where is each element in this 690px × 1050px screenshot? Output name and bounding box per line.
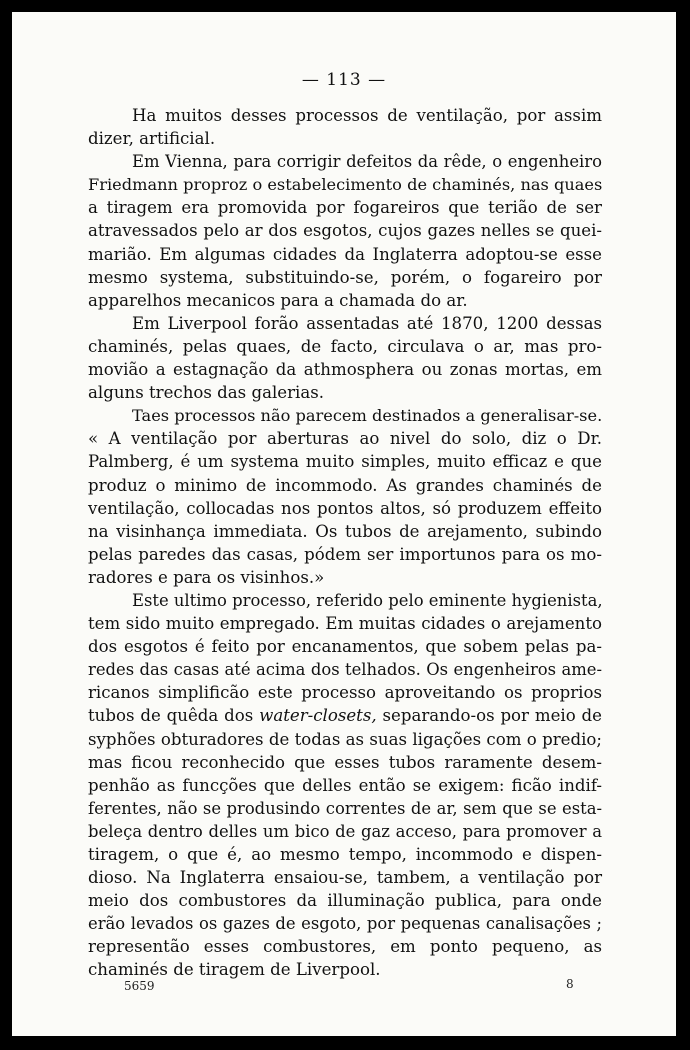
text-line: ferentes, não se produsindo correntes de ar, sem que se esta-: [88, 798, 602, 818]
printer-signature: 5659: [124, 979, 155, 993]
text-line: a tiragem era promovida por fogareiros que terião de ser: [88, 198, 602, 218]
text-line: produz o minimo de incommodo. As grandes chaminés de: [88, 475, 602, 495]
text-line: marião. Em algumas cidades da Inglaterra adoptou-se esse: [88, 244, 602, 264]
text-line: penhão as funcções que delles então se exigem: ficão indif-: [88, 775, 602, 795]
text-line: redes das casas até acima dos telhados. Os engenheiros ame-: [88, 660, 602, 680]
text-line-part: tubos de quêda dos: [88, 706, 260, 726]
text-line: dioso. Na Inglaterra ensaiou-se, tambem, a ventilação por: [88, 868, 602, 888]
text-line: Em Vienna, para corrigir defeitos da rêde, o engenheiro: [132, 152, 602, 172]
text-line: « A ventilação por aberturas ao nivel do solo, diz o Dr.: [88, 429, 602, 449]
text-line: syphões obturadores de todas as suas ligações com o predio;: [88, 729, 602, 749]
text-line: radores e para os visinhos.»: [88, 567, 325, 587]
text-line: na visinhança immediata. Os tubos de arejamento, subindo: [88, 521, 602, 541]
text-line: atravessados pelo ar dos esgotos, cujos gazes nelles se quei-: [88, 221, 602, 241]
sheet-number: 8: [566, 977, 574, 991]
italic-term: water-closets,: [259, 706, 377, 726]
text-line: pelas paredes das casas, pódem ser importunos para os mo-: [88, 544, 602, 564]
text-line: dos esgotos é feito por encanamentos, que sobem pelas pa-: [88, 637, 602, 657]
text-line: movião a estagnação da athmosphera ou zonas mortas, em: [88, 360, 602, 380]
text-line: mesmo systema, substituindo-se, porém, o fogareiro por: [88, 267, 602, 287]
text-line: alguns trechos das galerias.: [88, 383, 325, 403]
text-line: mas ficou reconhecido que esses tubos raramente desem-: [88, 752, 602, 772]
text-line: tem sido muito empregado. Em muitas cidades o arejamento: [88, 614, 602, 634]
text-line: chaminés de tiragem de Liverpool.: [88, 960, 381, 980]
text-line: representão esses combustores, em ponto pequeno, as: [88, 937, 602, 957]
text-line: dizer, artificial.: [88, 129, 216, 149]
text-line: Em Liverpool forão assentadas até 1870, 1200 dessas: [132, 313, 602, 333]
text-line-part: separando-os por meio de: [376, 706, 602, 726]
page-number-header: — 113 —: [301, 70, 387, 90]
text-line: chaminés, pelas quaes, de facto, circulava o ar, mas pro-: [88, 336, 602, 356]
text-line: Este ultimo processo, referido pelo eminente hygienista,: [132, 590, 603, 610]
text-line: beleça dentro delles um bico de gaz acceso, para promover a: [88, 821, 602, 841]
body-text: [88, 104, 602, 982]
text-line: Ha muitos desses processos de ventilação, por assim: [132, 106, 602, 125]
book-page: [12, 12, 676, 1036]
text-line: tiragem, o que é, ao mesmo tempo, incommodo e dispen-: [88, 845, 602, 864]
text-line: erão levados os gazes de esgoto, por pequenas canalisações ;: [88, 914, 602, 934]
text-line: Friedmann proproz o estabelecimento de chaminés, nas quaes: [88, 175, 603, 195]
text-line: apparelhos mecanicos para a chamada do ar.: [88, 290, 468, 310]
text-line: Taes processos não parecem destinados a generalisar-se.: [132, 406, 603, 426]
text-line: ventilação, collocadas nos pontos altos, só produzem effeito: [88, 498, 602, 518]
text-line: Palmberg, é um systema muito simples, muito efficaz e que: [88, 452, 602, 472]
text-line: [88, 704, 602, 727]
text-line: ricanos simplificão este processo aproveitando os proprios: [88, 683, 602, 703]
text-line: meio dos combustores da illuminação publica, para onde: [88, 891, 602, 911]
